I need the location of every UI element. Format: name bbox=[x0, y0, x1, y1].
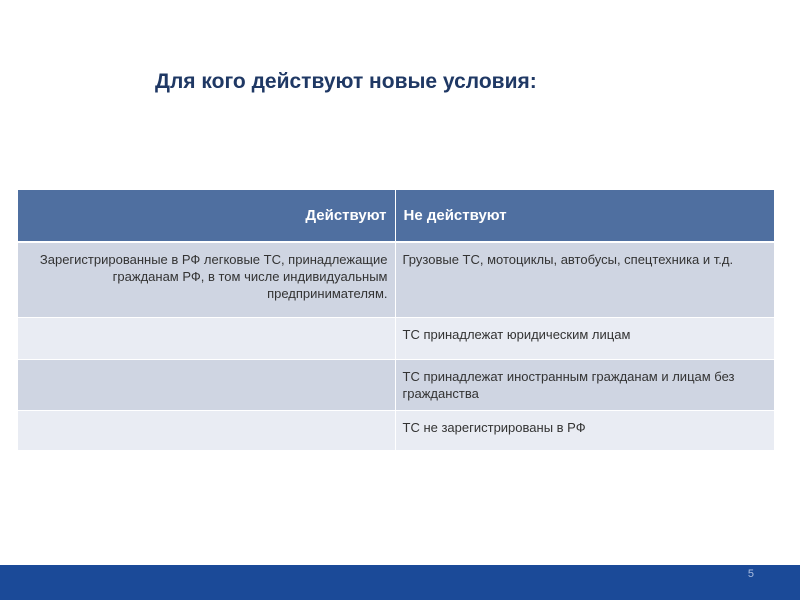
table-row bbox=[18, 410, 774, 450]
table-cell-not-applies: ТС не зарегистрированы в РФ bbox=[395, 410, 774, 450]
table-cell-not-applies: ТС принадлежат юридическим лицам bbox=[395, 317, 774, 359]
conditions-table bbox=[18, 190, 774, 450]
footer-band bbox=[0, 565, 800, 600]
table-row bbox=[18, 242, 774, 317]
page-number: 5 bbox=[747, 568, 754, 580]
table-cell-applies bbox=[18, 410, 395, 450]
header-not-applies: Не действуют bbox=[395, 190, 774, 242]
table-cell-applies bbox=[18, 359, 395, 410]
table-row bbox=[18, 359, 774, 410]
header-applies: Действуют bbox=[18, 190, 395, 242]
table-header-row bbox=[18, 190, 774, 242]
table-cell-applies: Зарегистрированные в РФ легковые ТС, принадлежащие гражданам РФ, в том числе индивидуальным предпринимателям. bbox=[18, 242, 395, 317]
table-cell-not-applies: ТС принадлежат иностранным гражданам и лицам без гражданства bbox=[395, 359, 774, 410]
table-cell-applies bbox=[18, 317, 395, 359]
table-row bbox=[18, 317, 774, 359]
table-cell-not-applies: Грузовые ТС, мотоциклы, автобусы, спецтехника и т.д. bbox=[395, 242, 774, 317]
slide-title: Для кого действуют новые условия: bbox=[155, 70, 537, 93]
